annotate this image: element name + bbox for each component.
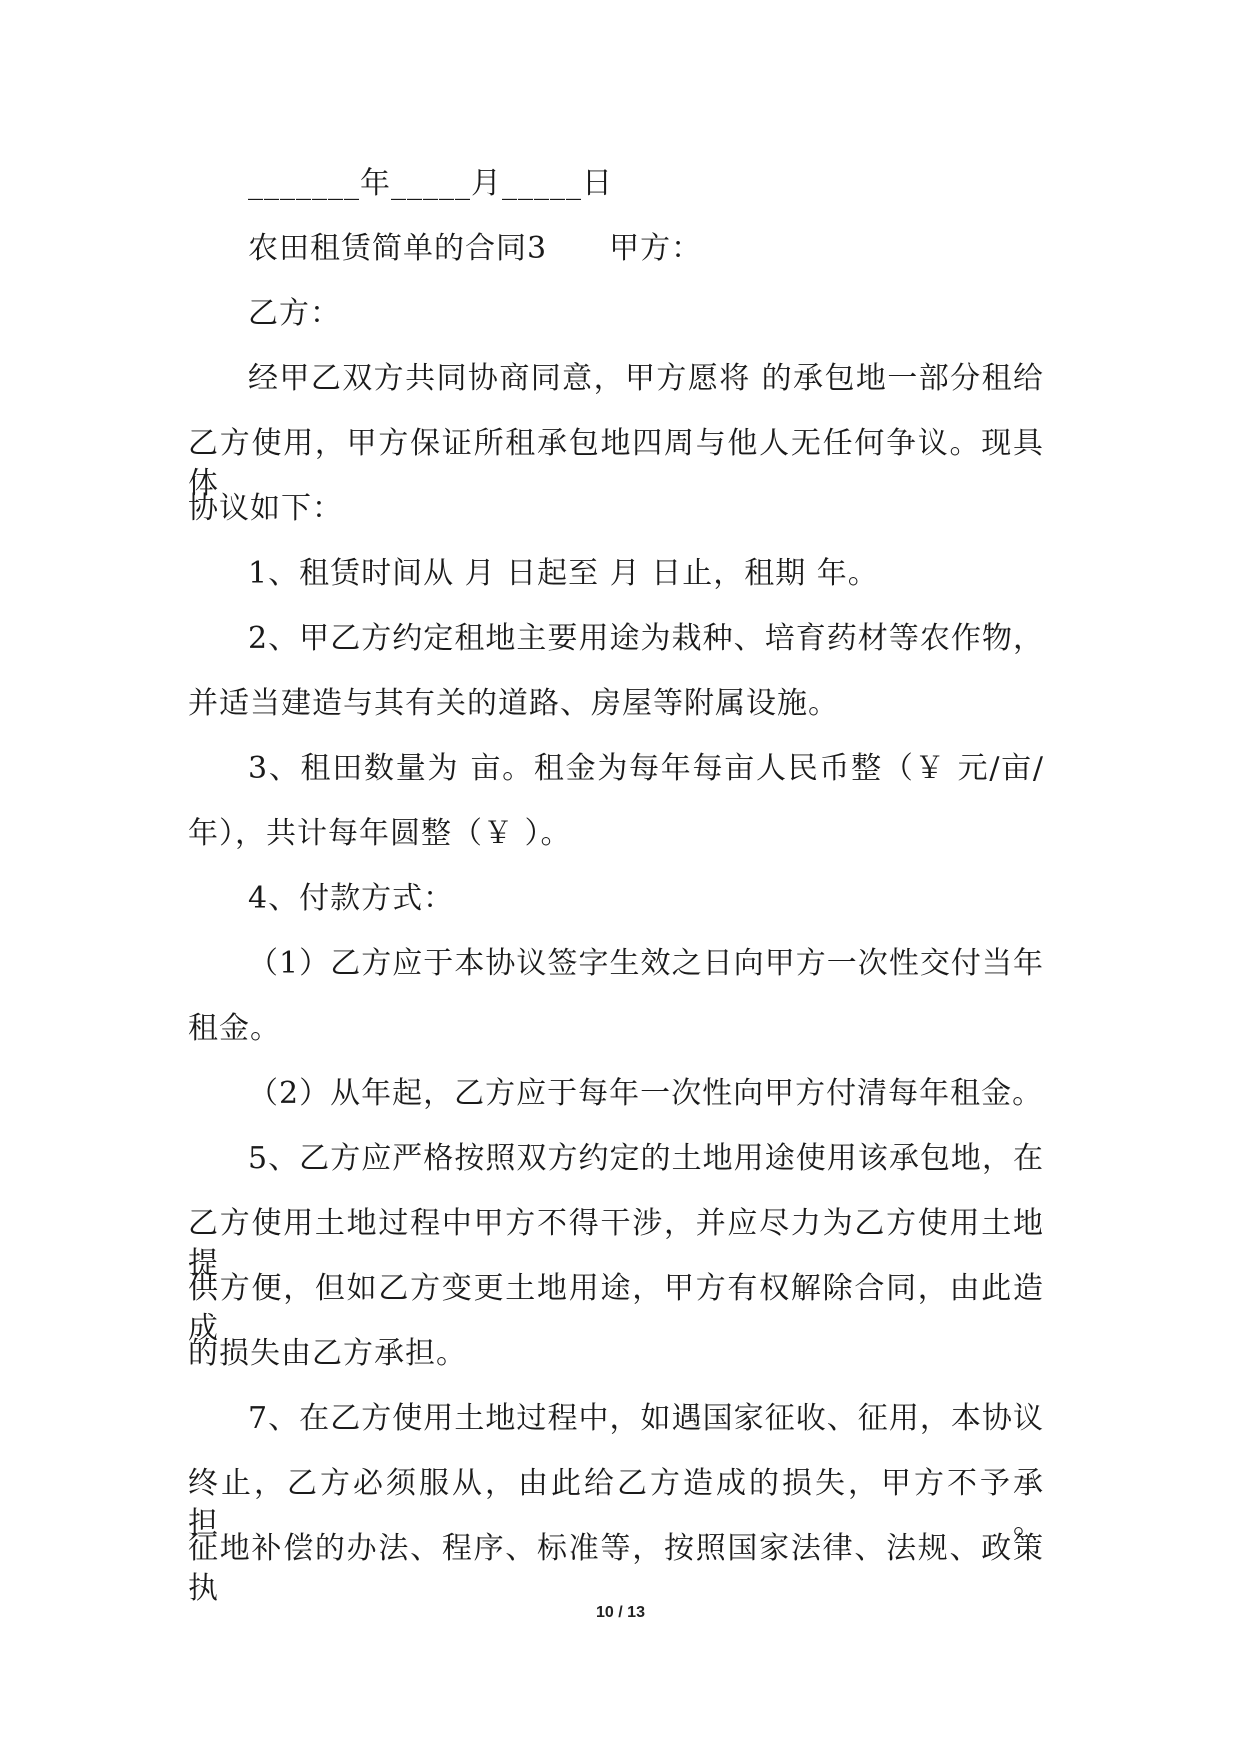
body-line: 租金。 [188,1011,281,1046]
clause-4-item-2: （2）从年起，乙方应于每年一次性向甲方付清每年租金。 [248,1076,1044,1111]
body-line: 乙方使用土地过程中甲方不得干涉，并应尽力为乙方使用土地提 [188,1206,1044,1281]
body-line: 乙方使用，甲方保证所租承包地四周与他人无任何争议。现具体 [188,426,1044,501]
clause-1: 1、租赁时间从 月 日起至 月 日止，租期 年。 [248,556,879,591]
page-number: 10 / 13 [596,1604,645,1621]
clause-2: 2、甲乙方约定租地主要用途为栽种、培育药材等农作物， [248,621,1044,656]
body-line: 年），共计每年圆整（￥ ）。 [188,816,572,851]
contract-title-party-a: 农田租赁简单的合同3 甲方： [248,231,703,266]
body-line: 协议如下： [188,491,343,526]
body-line: 终止，乙方必须服从，由此给乙方造成的损失，甲方不予承担。 [188,1466,1044,1541]
body-line: 供方便，但如乙方变更土地用途，甲方有权解除合同，由此造成 [188,1271,1044,1346]
body-line: 的损失由乙方承担。 [188,1336,467,1371]
clause-4-item-1: （1）乙方应于本协议签字生效之日向甲方一次性交付当年 [248,946,1044,981]
body-line: 并适当建造与其有关的道路、房屋等附属设施。 [188,686,839,721]
date-line: _______年_____月_____日 [248,166,613,201]
clause-3: 3、租田数量为 亩。租金为每年每亩人民币整（￥ 元/亩/ [248,751,1044,786]
clause-5: 5、乙方应严格按照双方约定的土地用途使用该承包地，在 [248,1141,1044,1176]
body-line: 经甲乙双方共同协商同意，甲方愿将 的承包地一部分租给 [248,361,1044,396]
clause-4: 4、付款方式： [248,881,455,916]
party-b-line: 乙方： [248,296,341,331]
clause-7: 7、在乙方使用土地过程中，如遇国家征收、征用，本协议 [248,1401,1044,1436]
body-line: 征地补偿的办法、程序、标准等，按照国家法律、法规、政策执 [188,1531,1044,1606]
